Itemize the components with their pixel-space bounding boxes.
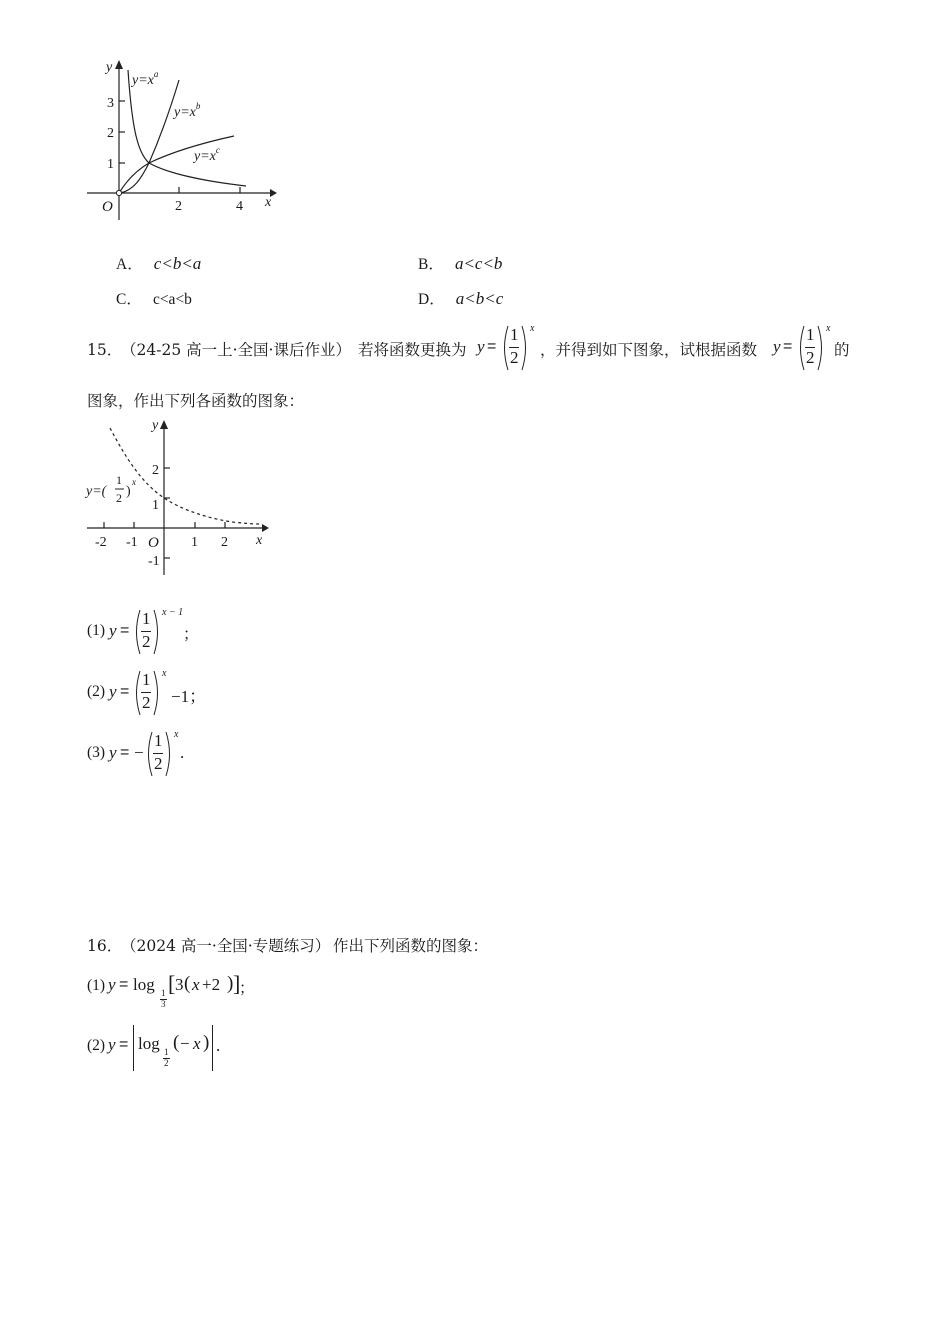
- curve-y-half-pow-x: [110, 428, 260, 524]
- x-tick-label: -1: [126, 535, 138, 550]
- q15-part-1: (1) y = 1 2 x − 1 ；: [87, 605, 227, 657]
- option-label: C．: [116, 291, 142, 308]
- origin-label: O: [148, 535, 159, 551]
- q15-number: 15．: [87, 341, 123, 359]
- power-functions-graph: [82, 55, 282, 225]
- svg-text:1: 1: [116, 473, 122, 487]
- exponential-graph: [82, 415, 282, 580]
- q15-text-3: 的: [834, 341, 850, 359]
- y-axis-arrow: [160, 420, 168, 429]
- y-tick-label: 2: [152, 463, 159, 478]
- y-tick-label: 1: [152, 498, 159, 513]
- y-axis-label: y: [152, 418, 159, 433]
- option-label: D．: [418, 291, 445, 308]
- option-a[interactable]: [116, 252, 201, 274]
- option-text: a<b<c: [455, 289, 504, 308]
- x-axis-arrow: [262, 524, 269, 532]
- x-tick-label: 4: [236, 199, 243, 214]
- curve-y-x-b: [119, 80, 179, 193]
- q16-part-1: (1) y = log 1 3 [ 3 ( x +2 ) ] ；: [87, 971, 255, 1009]
- q16-part-2: (2) y = log 1 2 ( − x ) .: [87, 1023, 267, 1075]
- origin-label: O: [102, 199, 113, 215]
- q15-text-1: 若将函数更换为: [358, 341, 467, 359]
- q16-source: （2024 高一·全国·专题练习）: [121, 937, 331, 955]
- y-tick-label: 2: [107, 126, 114, 141]
- option-label: B．: [418, 256, 444, 273]
- y-tick-label: 3: [107, 96, 114, 111]
- q16-text: 作出下列函数的图象：: [333, 937, 489, 955]
- q15-func-expr-1: y = 1 2 x: [477, 323, 537, 373]
- svg-text:y=(: y=(: [86, 484, 107, 499]
- curve-label: [84, 473, 136, 505]
- q15-part-3: (3) y = − 1 2 x .: [87, 727, 237, 779]
- option-text: a<c<b: [454, 254, 503, 273]
- x-tick-label: 2: [175, 199, 182, 214]
- q15-text-4: 图象，作出下列各函数的图象：: [87, 392, 305, 410]
- y-axis-label: y: [106, 60, 113, 75]
- option-label: A．: [116, 256, 143, 273]
- y-tick-label: -1: [148, 554, 160, 569]
- svg-text:): ): [126, 484, 131, 499]
- q15-source: （24-25 高一上·全国·课后作业）: [121, 341, 351, 359]
- x-axis-label: x: [265, 195, 272, 210]
- option-c[interactable]: [116, 287, 192, 309]
- x-axis-label: x: [256, 533, 263, 548]
- y-axis-arrow: [115, 60, 123, 69]
- q15-part-2: (2) y = 1 2 x −1；: [87, 666, 237, 718]
- q16-number: 16．: [87, 937, 123, 955]
- option-d[interactable]: [418, 287, 503, 309]
- x-tick-label: 1: [191, 535, 198, 550]
- svg-text:x: x: [132, 477, 136, 487]
- q15-func-expr-2: y = 1 2 x: [773, 323, 833, 373]
- option-text: c<b<a: [153, 254, 202, 273]
- x-tick-label: -2: [95, 535, 107, 550]
- curve-b-label: $y=x^b$: [174, 101, 201, 120]
- y-tick-label: 1: [107, 157, 114, 172]
- option-text: c<a<b: [152, 291, 192, 308]
- curve-c-label: $y=x^c$: [194, 145, 220, 164]
- origin-point: [116, 190, 121, 195]
- x-tick-label: 2: [221, 535, 228, 550]
- option-b[interactable]: [418, 252, 502, 274]
- q15-text-2: ，并得到如下图象，试根据函数: [540, 341, 758, 359]
- curve-a-label: $y=x^a$: [132, 69, 159, 88]
- svg-text:2: 2: [116, 491, 122, 505]
